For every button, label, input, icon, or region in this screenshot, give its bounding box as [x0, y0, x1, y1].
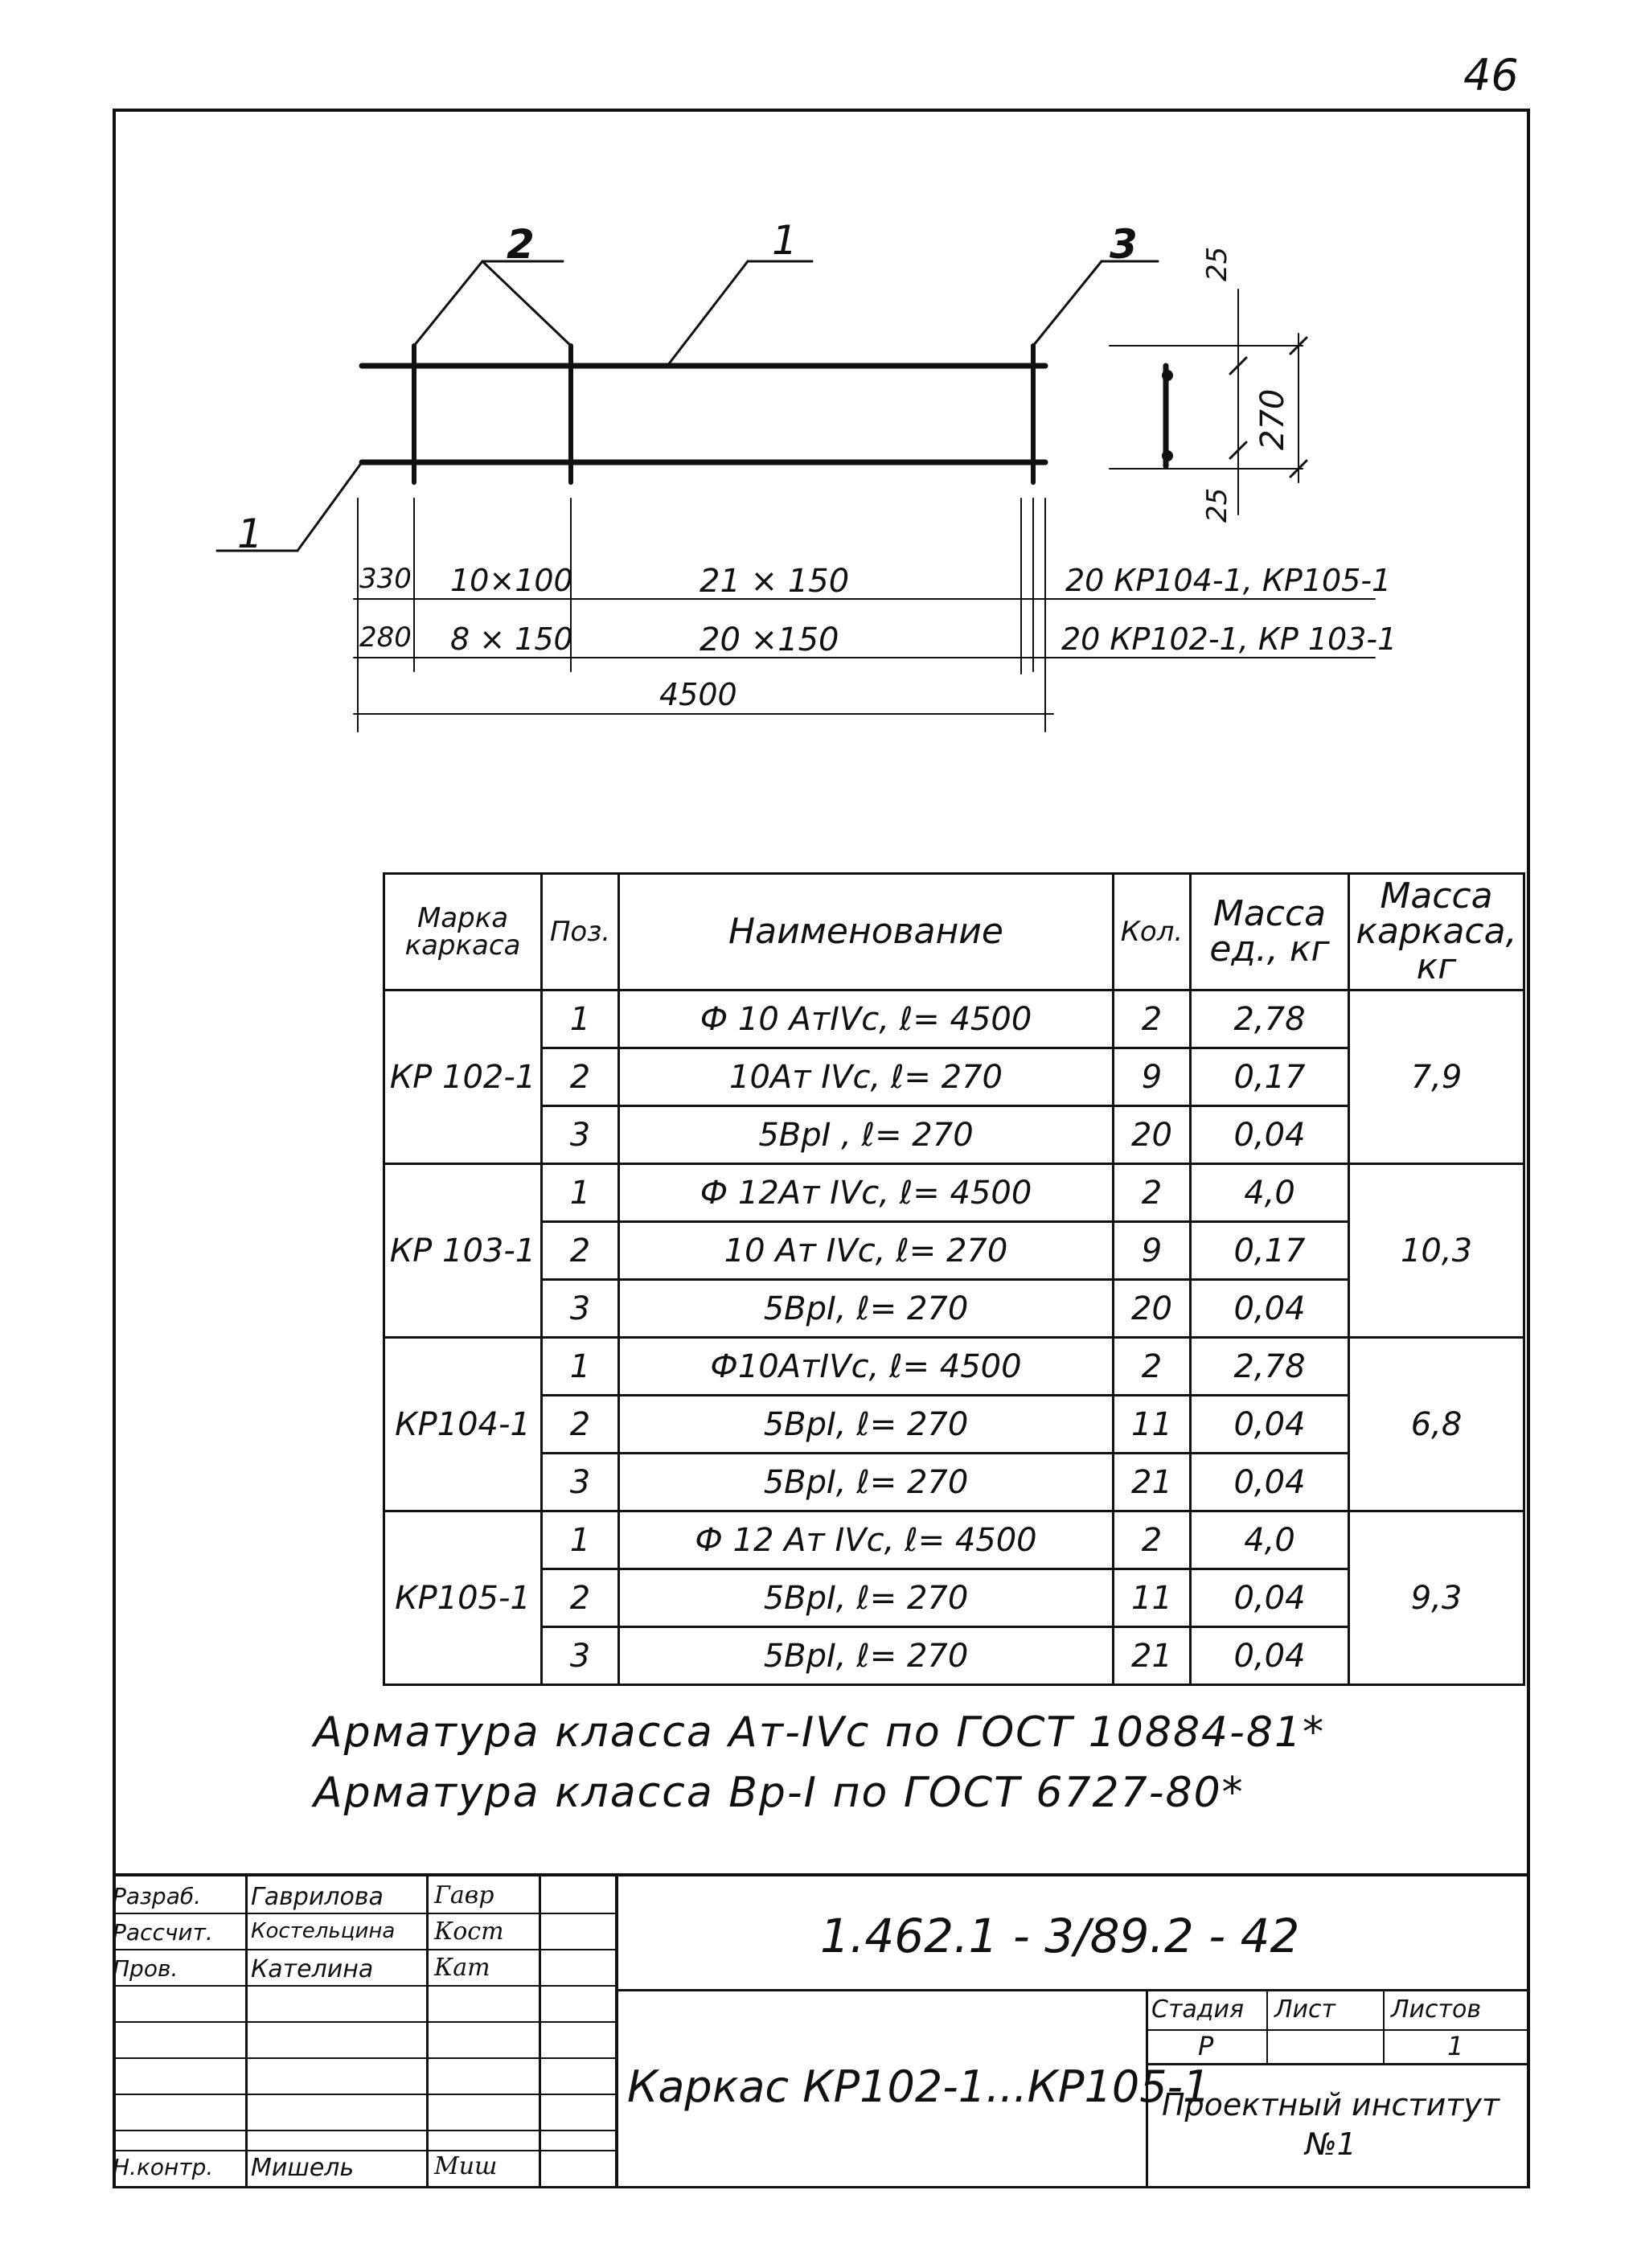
name-calculator: Костельцина — [251, 1919, 396, 1943]
title-block — [113, 1873, 1527, 2186]
cell-qty: 2 — [1114, 990, 1191, 1048]
signature-checker: Кат — [434, 1954, 490, 1982]
cell-qty: 2 — [1114, 1338, 1191, 1396]
cell-pos: 1 — [542, 1338, 619, 1396]
dim-row1-third: 21 × 150 — [700, 563, 850, 600]
cell-name: Ф10АтIVс, ℓ= 4500 — [619, 1338, 1114, 1396]
group-mark: КР105-1 — [384, 1511, 542, 1685]
cell-pos: 1 — [542, 990, 619, 1048]
table-row — [384, 1164, 1524, 1222]
overall-length: 4500 — [659, 677, 737, 712]
callout-3: 3 — [1110, 221, 1138, 268]
cell-pos: 3 — [542, 1106, 619, 1164]
header-name: Наименование — [619, 874, 1114, 990]
drawing-title: Каркас КР102-1...КР105-1 — [627, 2061, 1211, 2112]
cell-name: Ф 10 АтIVс, ℓ= 4500 — [619, 990, 1114, 1048]
cell-name: Ф 12Ат IVс, ℓ= 4500 — [619, 1164, 1114, 1222]
cell-qty: 2 — [1114, 1164, 1191, 1222]
table-row — [384, 1338, 1524, 1396]
dim-row2-label: 20 КР102-1, КР 103-1 — [1061, 621, 1397, 657]
callout-2: 2 — [507, 221, 535, 268]
dim-row2-first: 280 — [359, 621, 412, 654]
cell-qty: 21 — [1114, 1454, 1191, 1511]
cell-mass: 4,0 — [1191, 1511, 1349, 1569]
note-2: Арматура класса Вр-I по ГОСТ 6727-80* — [314, 1769, 1245, 1817]
cell-qty: 11 — [1114, 1396, 1191, 1454]
organization: Проектный институт №1 — [1161, 2087, 1500, 2163]
cell-qty: 20 — [1114, 1106, 1191, 1164]
table-row — [384, 990, 1524, 1048]
name-checker: Кателина — [251, 1955, 374, 1983]
cell-name: 10 Ат IVс, ℓ= 270 — [619, 1222, 1114, 1280]
signature-calculator: Кост — [434, 1917, 504, 1946]
cell-pos: 2 — [542, 1396, 619, 1454]
header-pos: Поз. — [542, 874, 619, 990]
group-mark: КР 103-1 — [384, 1164, 542, 1338]
dim-row1-label: 20 КР104-1, КР105-1 — [1065, 563, 1392, 598]
name-norm-control: Мишель — [251, 2154, 355, 2182]
group-total: 10,3 — [1349, 1164, 1524, 1338]
role-calculator: Рассчит. — [113, 1919, 213, 1946]
role-checker: Пров. — [113, 1955, 178, 1982]
cell-mass: 0,17 — [1191, 1222, 1349, 1280]
cell-name: 5ВрI, ℓ= 270 — [619, 1454, 1114, 1511]
cell-pos: 2 — [542, 1048, 619, 1106]
dim-row2-third: 20 ×150 — [700, 621, 839, 658]
sheet-label: Лист — [1274, 1995, 1336, 2024]
stage-label: Стадия — [1151, 1995, 1245, 2024]
cell-name: Ф 12 Ат IVс, ℓ= 4500 — [619, 1511, 1114, 1569]
cell-qty: 20 — [1114, 1280, 1191, 1338]
group-mark: КР 102-1 — [384, 990, 542, 1164]
cell-pos: 1 — [542, 1164, 619, 1222]
sheets-value: 1 — [1447, 2031, 1464, 2061]
cell-qty: 2 — [1114, 1511, 1191, 1569]
cell-mass: 0,04 — [1191, 1396, 1349, 1454]
cell-pos: 2 — [542, 1222, 619, 1280]
cell-mass: 0,04 — [1191, 1454, 1349, 1511]
cell-name: 10Ат IVс, ℓ= 270 — [619, 1048, 1114, 1106]
role-developer: Разраб. — [113, 1883, 202, 1909]
signature-norm-control: Миш — [434, 2152, 498, 2180]
page-number: 46 — [1463, 50, 1519, 100]
callout-1-top: 1 — [772, 217, 798, 264]
stage-value: Р — [1198, 2031, 1214, 2061]
cell-pos: 3 — [542, 1454, 619, 1511]
designation: 1.462.1 - 3/89.2 - 42 — [820, 1909, 1300, 1963]
cell-name: 5ВрI , ℓ= 270 — [619, 1106, 1114, 1164]
cell-pos: 1 — [542, 1511, 619, 1569]
group-mark: КР104-1 — [384, 1338, 542, 1511]
name-developer: Гаврилова — [251, 1883, 384, 1911]
cell-qty: 9 — [1114, 1222, 1191, 1280]
note-1: Арматура класса Ат-IVс по ГОСТ 10884-81* — [314, 1708, 1326, 1757]
header-qty: Кол. — [1114, 874, 1191, 990]
cell-mass: 0,17 — [1191, 1048, 1349, 1106]
header-total-mass: Масса каркаса, кг — [1349, 874, 1524, 990]
cell-mass: 0,04 — [1191, 1106, 1349, 1164]
specification-table — [383, 872, 1525, 1686]
cell-pos: 3 — [542, 1627, 619, 1685]
cell-pos: 2 — [542, 1569, 619, 1627]
group-total: 6,8 — [1349, 1338, 1524, 1511]
role-norm-control: Н.контр. — [113, 2154, 214, 2180]
group-total: 9,3 — [1349, 1511, 1524, 1685]
cell-pos: 3 — [542, 1280, 619, 1338]
header-unit-mass: Масса ед., кг — [1191, 874, 1349, 990]
signature-developer: Гавр — [434, 1881, 494, 1909]
cell-mass: 0,04 — [1191, 1280, 1349, 1338]
header-mark: Марка каркаса — [384, 874, 542, 990]
callout-1-bottom: 1 — [237, 511, 263, 557]
cell-name: 5ВрI, ℓ= 270 — [619, 1627, 1114, 1685]
cell-name: 5ВрI, ℓ= 270 — [619, 1396, 1114, 1454]
cell-qty: 21 — [1114, 1627, 1191, 1685]
cell-mass: 4,0 — [1191, 1164, 1349, 1222]
cell-mass: 0,04 — [1191, 1569, 1349, 1627]
dim-row2-second: 8 × 150 — [450, 621, 573, 657]
section-dim-middle: 270 — [1254, 388, 1291, 450]
cell-name: 5ВрI, ℓ= 270 — [619, 1280, 1114, 1338]
cell-mass: 0,04 — [1191, 1627, 1349, 1685]
cell-mass: 2,78 — [1191, 1338, 1349, 1396]
dim-row1-first: 330 — [359, 563, 412, 595]
sheets-label: Листов — [1391, 1995, 1482, 2024]
cell-mass: 2,78 — [1191, 990, 1349, 1048]
table-row — [384, 1511, 1524, 1569]
dim-row1-second: 10×100 — [450, 563, 573, 598]
section-dim-top: 25 — [1201, 246, 1233, 281]
cell-qty: 11 — [1114, 1569, 1191, 1627]
cell-qty: 9 — [1114, 1048, 1191, 1106]
section-dim-bottom: 25 — [1201, 487, 1233, 523]
group-total: 7,9 — [1349, 990, 1524, 1164]
cell-name: 5ВрI, ℓ= 270 — [619, 1569, 1114, 1627]
